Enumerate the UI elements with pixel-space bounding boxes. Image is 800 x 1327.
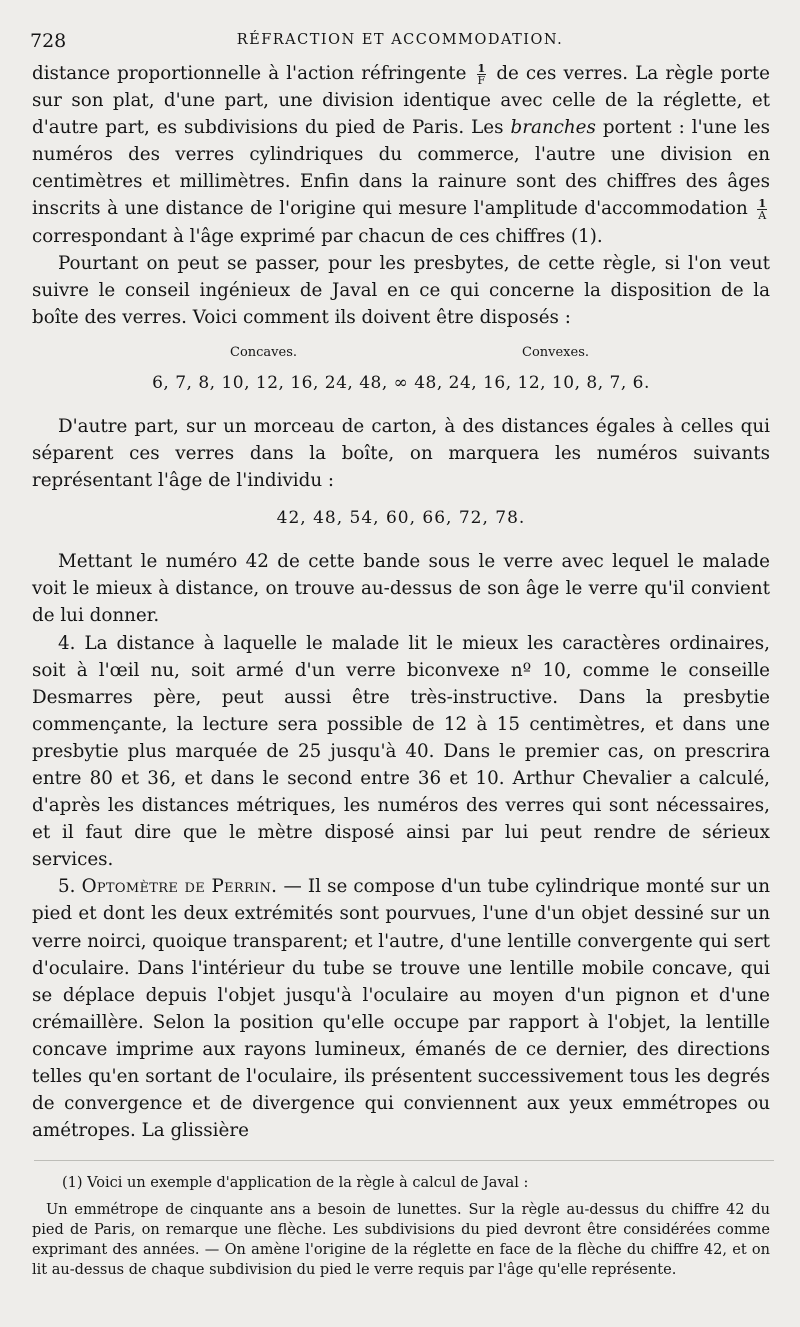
- paragraph-ruler-description: distance proportionnelle à l'action réfringente $\frac{1}{F}$ de ces verres. La règle porte sur son plat, d'une part, une division identique avec celle de la réglette, et d'autre part, es subdivisions du pied de Paris. Les branches portent : l'une les numéros des verres cylindriques du commerce, l'autre une division en centimètres et millimètres. Enfin dans la rainure sont des chiffres des âges inscrits à une distance de l'origine qui mesure l'amplitude d'accommodation $\frac{1}{A}$ correspondant à l'âge exprimé par chacun de ces chiffres (1).: [32, 61, 771, 247]
- paragraph-perrin-optometer: 5. Optomètre de Perrin. — Il se compose d'un tube cylindrique monté sur un pied et dont les deux extrémités sont pourvues, l'une d'un objet dessiné sur un verre noirci, quoique transparent; et l'autre, d'une lentille convergente qui sert d'oculaire. Dans l'intérieur du tube se trouve une lentille mobile concave, qui se déplace depuis l'objet jusqu'à l'oculaire au moyen d'un pignon et d'une crémaillère. Selon la position qu'elle occupe par rapport à l'objet, la lentille concave imprime aux rayons lumineux, émanés de ce dernier, des directions telles qu'en sortant de l'oculaire, ils présentent successivement tous les degrés de convergence et de divergence qui conviennent aux yeux emmétropes ou amétropes. La glissière: [32, 876, 770, 1142]
- footnote-text: Un emmétrope de cinquante ans a besoin de lunettes. Sur la règle au-dessus du chiffre 42 du pied de Paris, on remarque une flèche. Les subdivisions du pied devront être considérées comme exprimant des années. — On amène l'origine de la réglette en face de la flèche du chiffre 42, et on lit au-dessus de chaque subdivision du pied le verre requis par l'âge qu'elle représente.: [32, 1202, 770, 1278]
- concave-label: Concaves.: [230, 344, 298, 360]
- age-number-row: 42, 48, 54, 60, 66, 72, 78.: [276, 508, 526, 529]
- fraction-one-over-a: $\frac{1}{A}$: [758, 196, 767, 222]
- running-title: RÉFRACTION ET ACCOMMODATION.: [236, 32, 564, 48]
- emphasis-branches: branches: [510, 117, 596, 139]
- paragraph-reading-distance: 4. La distance à laquelle le malade lit le mieux les caractères ordinaires, soit à l'œil nu, soit armé d'un verre biconvexe nº 10, comme le conseille Desmarres père, peut aussi être très-instructive. Dans la presbytie commençante, la lecture sera possible de 12 à 15 centimètres, et dans une presbytie plus marquée de 25 jusqu'à 40. Dans le premier cas, on prescrira entre 80 et 36, et dans le second entre 36 et 10. Arthur Chevalier a calculé, d'après les distances métriques, les numéros des verres qui sont nécessaires, et il faut dire que le mètre disposé ainsi par lui peut rendre de sérieux services.: [32, 632, 770, 871]
- fraction-one-over-f: $\frac{1}{F}$: [477, 61, 486, 87]
- main-text: [32, 60, 770, 1144]
- footnote-divider: [34, 1160, 774, 1161]
- lens-table-labels: [32, 341, 770, 365]
- footnotes: [32, 1173, 770, 1280]
- convex-label: Convexes.: [522, 344, 590, 360]
- paragraph-javal-box: Pourtant on peut se passer, pour les presbytes, de cette règle, si l'on veut suivre le conseil ingénieux de Javal en ce qui concerne la disposition de la boîte des verres. Voici comment ils doivent être disposés :: [32, 252, 770, 328]
- page-number: 728: [30, 30, 67, 52]
- paragraph-cardboard: D'autre part, sur un morceau de carton, à des distances égales à celles qui séparent ces verres dans la boîte, on marquera les numéros suivants représentant l'âge de l'individu :: [32, 415, 770, 492]
- lens-number-row: 6, 7, 8, 10, 12, 16, 24, 48, ∞ 48, 24, 16, 12, 10, 8, 7, 6.: [152, 372, 650, 393]
- paragraph-band-usage: Mettant le numéro 42 de cette bande sous le verre avec lequel le malade voit le mieux à distance, on trouve au-dessus de son âge le verre qu'il convient de lui donner.: [32, 551, 770, 627]
- section-heading-perrin: Optomètre de Perrin.: [81, 876, 278, 898]
- page-header: [30, 30, 770, 54]
- footnote-title: (1) Voici un exemple d'application de la règle à calcul de Javal :: [62, 1175, 529, 1191]
